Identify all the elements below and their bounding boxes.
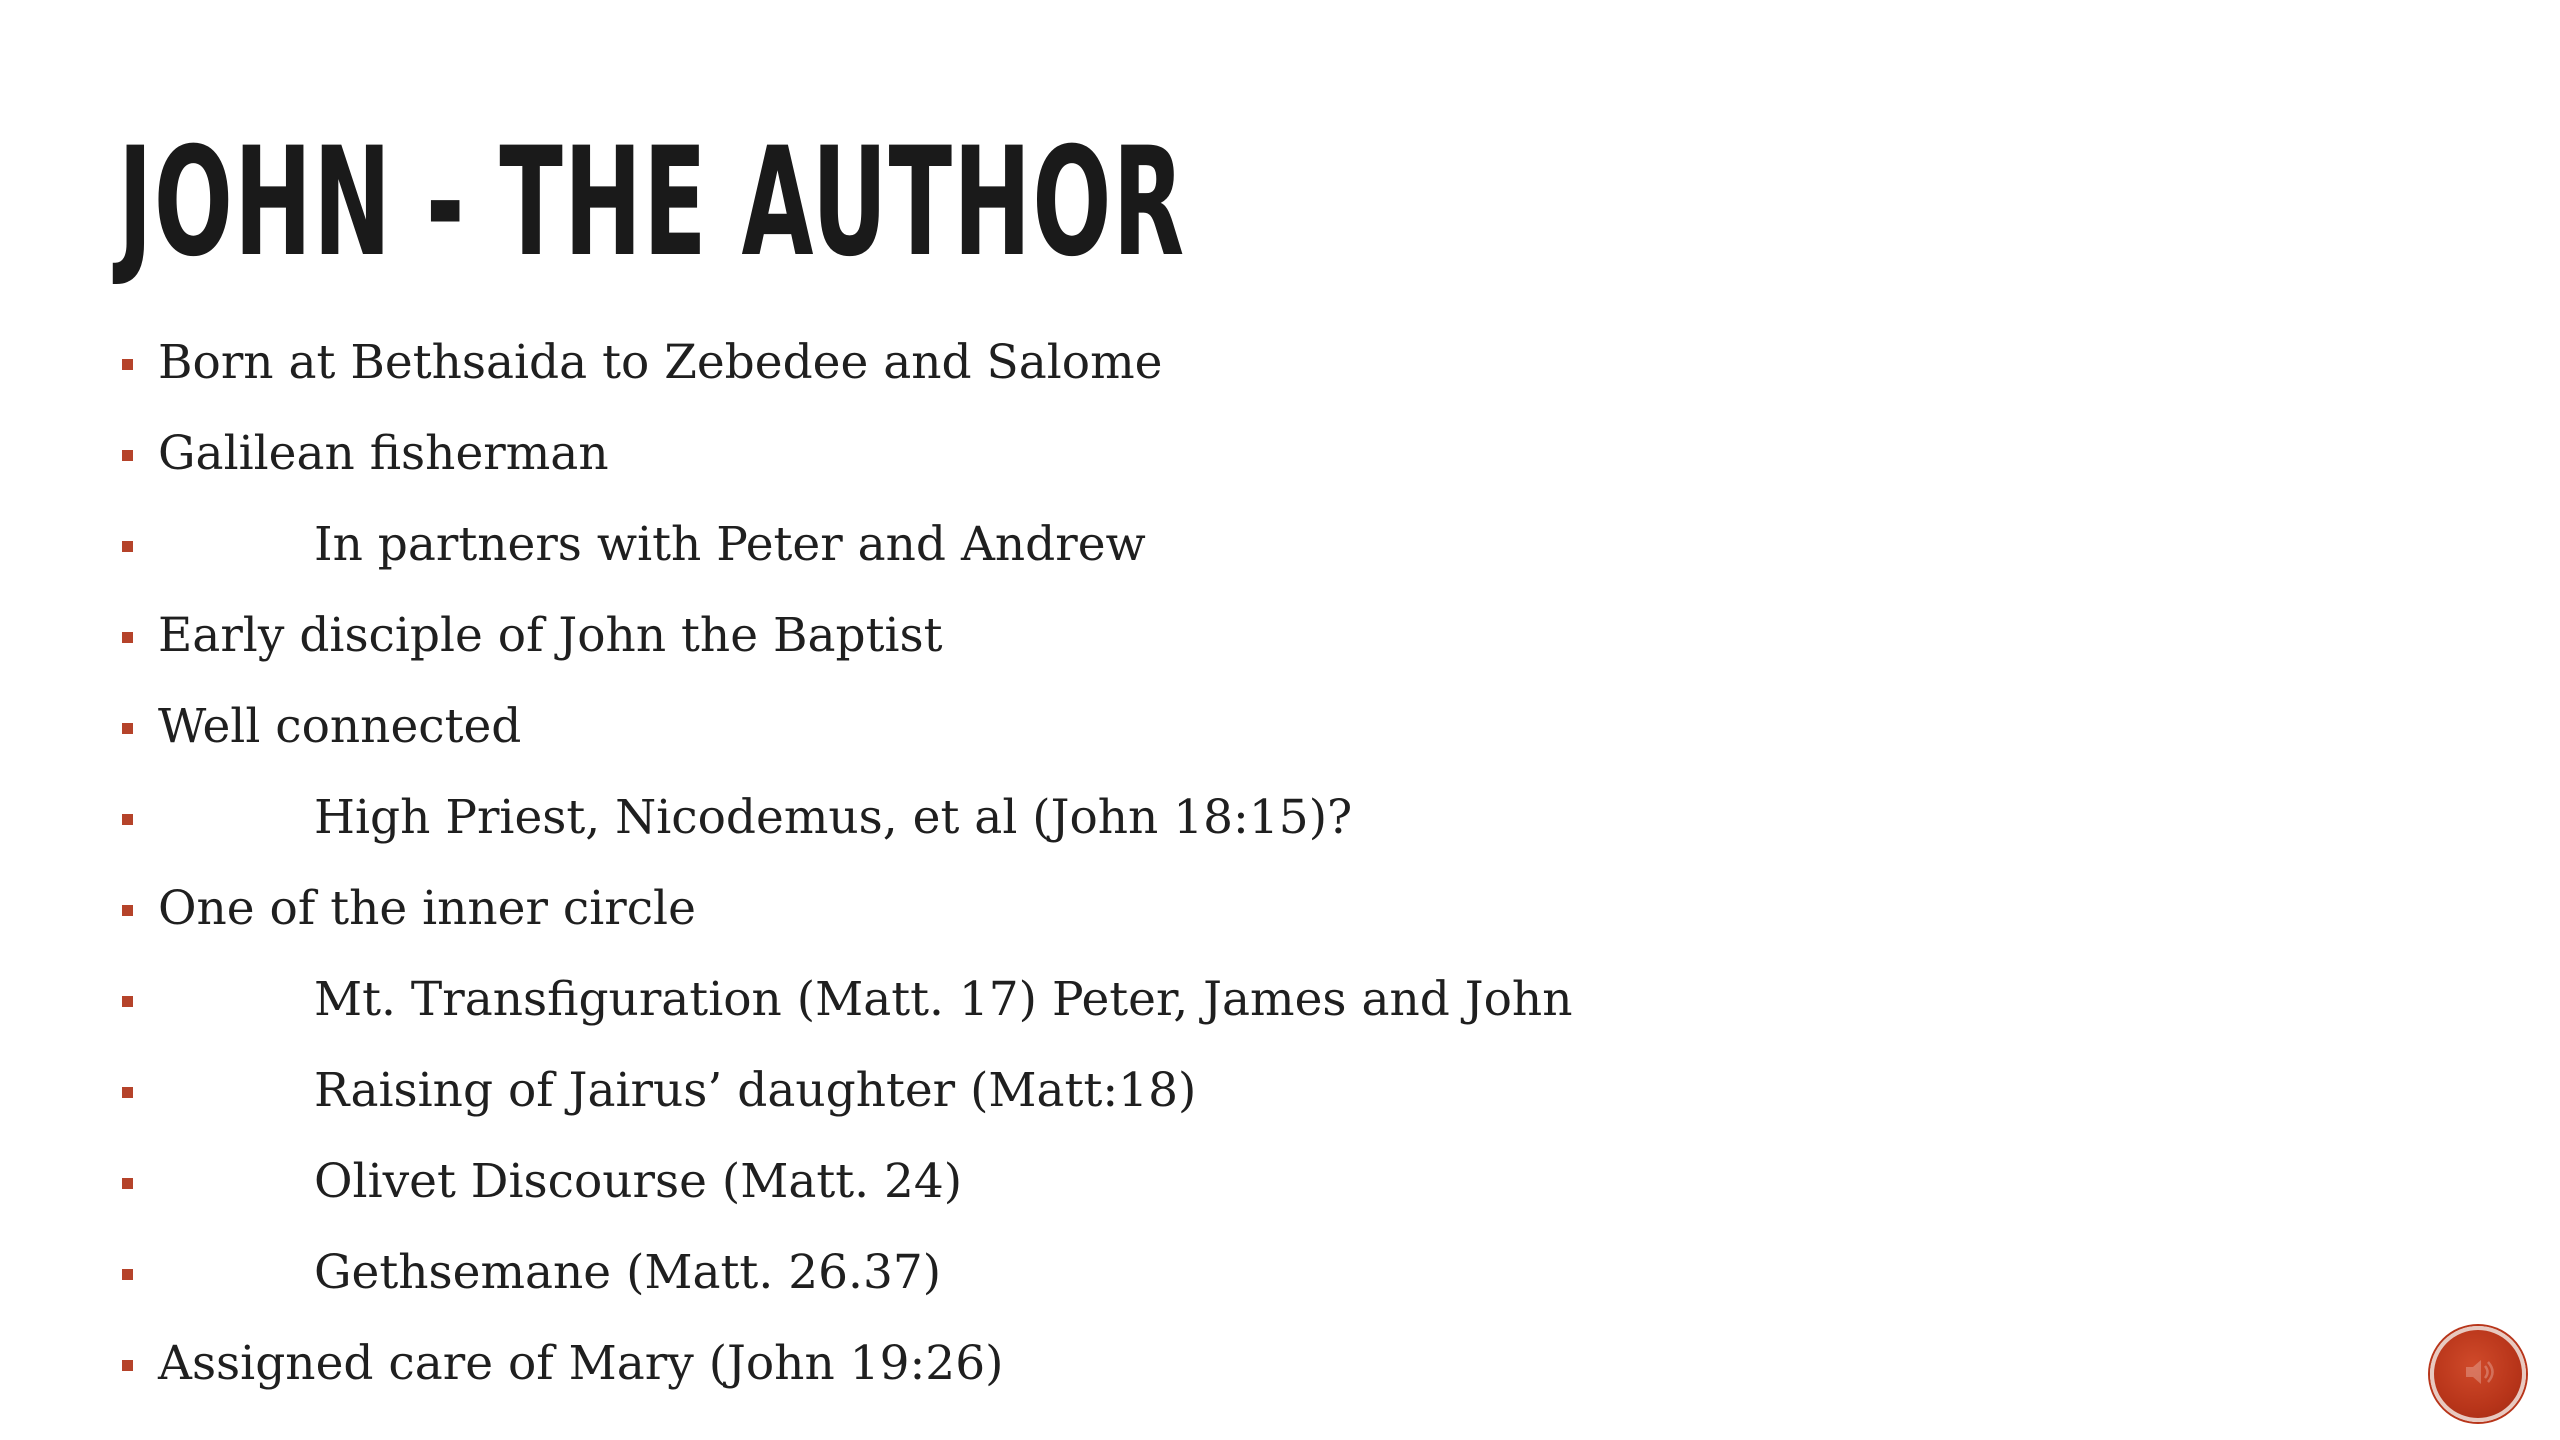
bullet-item <box>118 864 2318 955</box>
bullet-square-icon <box>122 814 133 825</box>
bullet-text: Mt. Transfiguration (Matt. 17) Peter, James and John <box>314 972 1573 1027</box>
bullet-item-indented <box>118 773 2318 864</box>
bullet-square-icon <box>122 1178 133 1189</box>
bullet-item-indented <box>118 1046 2318 1137</box>
bullet-text: Well connected <box>158 699 522 754</box>
bullet-item-indented <box>118 1228 2318 1319</box>
bullet-item <box>118 409 2318 500</box>
bullet-square-icon <box>122 996 133 1007</box>
bullet-item <box>118 1319 2318 1410</box>
bullet-text: Born at Bethsaida to Zebedee and Salome <box>158 335 1163 390</box>
bullet-item <box>118 318 2318 409</box>
bullet-text: Olivet Discourse (Matt. 24) <box>314 1154 963 1209</box>
bullet-square-icon <box>122 1269 133 1280</box>
bullet-list <box>118 318 2318 1410</box>
bullet-square-icon <box>122 723 133 734</box>
bullet-text: In partners with Peter and Andrew <box>314 517 1146 572</box>
bullet-text: High Priest, Nicodemus, et al (John 18:15)? <box>314 790 1353 845</box>
bullet-text: Assigned care of Mary (John 19:26) <box>158 1336 1004 1391</box>
bullet-text: Early disciple of John the Baptist <box>158 608 943 663</box>
bullet-square-icon <box>122 905 133 916</box>
bullet-square-icon <box>122 1360 133 1371</box>
bullet-item-indented <box>118 500 2318 591</box>
audio-button[interactable] <box>2430 1326 2526 1422</box>
bullet-text: One of the inner circle <box>158 881 696 936</box>
bullet-square-icon <box>122 632 133 643</box>
bullet-square-icon <box>122 1087 133 1098</box>
bullet-square-icon <box>122 541 133 552</box>
bullet-item <box>118 591 2318 682</box>
bullet-item-indented <box>118 955 2318 1046</box>
bullet-text: Raising of Jairus’ daughter (Matt:18) <box>314 1063 1197 1118</box>
bullet-item-indented <box>118 1137 2318 1228</box>
audio-icon <box>2460 1354 2496 1390</box>
slide-title: JOHN - THE AUTHOR <box>118 116 1186 290</box>
bullet-item <box>118 682 2318 773</box>
bullet-square-icon <box>122 359 133 370</box>
bullet-text: Galilean fisherman <box>158 426 609 481</box>
bullet-square-icon <box>122 450 133 461</box>
bullet-text: Gethsemane (Matt. 26.37) <box>314 1245 942 1300</box>
